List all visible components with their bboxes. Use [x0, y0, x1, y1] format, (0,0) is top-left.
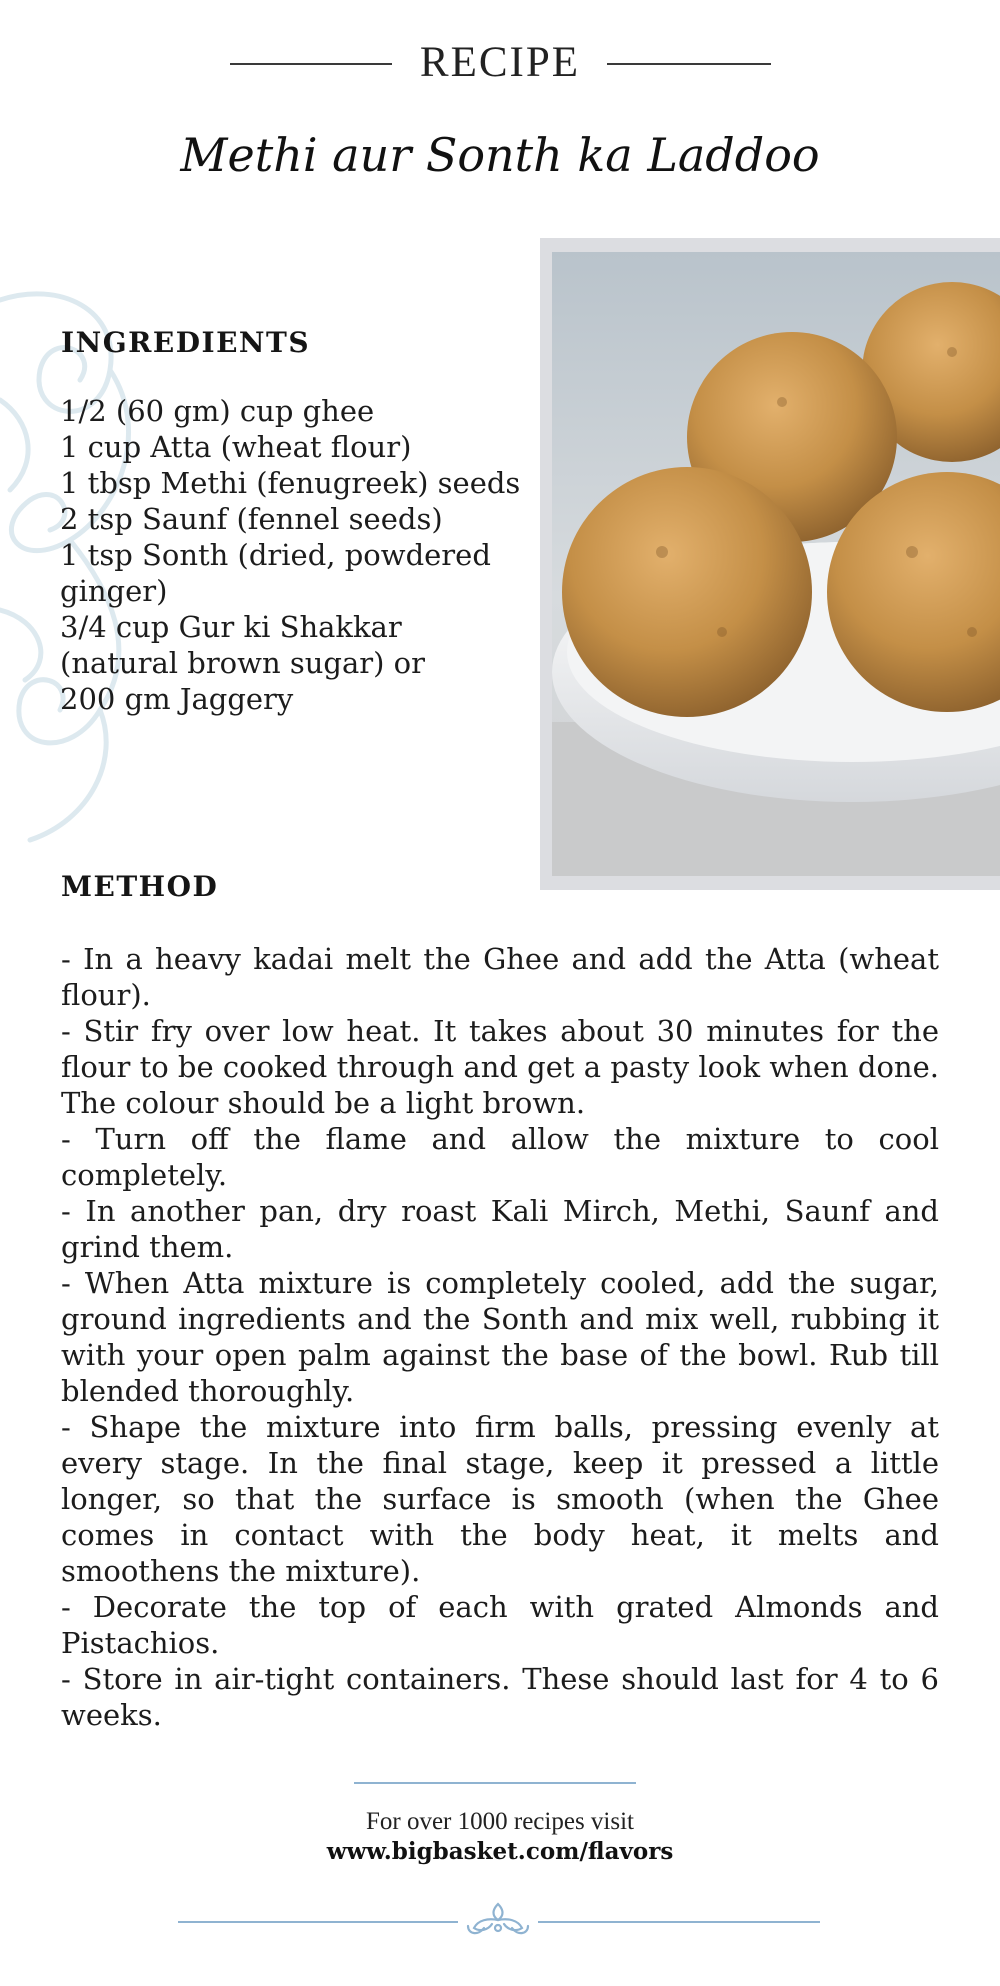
- ingredient-item: 3/4 cup Gur ki Shakkar (natural brown sugar) or 200 gm Jaggery: [60, 610, 425, 716]
- ingredient-list: [60, 393, 540, 717]
- method-step: - Shape the mixture into firm balls, pressing evenly at every stage. In the final stage, keep it pressed a little longer, so that the surface is smooth (when the Ghee comes in contact with the body heat, it melts and smoothens the mixture).: [61, 1410, 939, 1588]
- method-step: - Store in air-tight containers. These should last for 4 to 6 weeks.: [61, 1662, 939, 1732]
- footer-url-link[interactable]: www.bigbasket.com/flavors: [326, 1838, 674, 1865]
- ornament-icon: [464, 1898, 532, 1938]
- method-step: - Decorate the top of each with grated Almonds and Pistachios.: [61, 1590, 939, 1660]
- ingredient-item: 1 tbsp Methi (fenugreek) seeds: [60, 466, 521, 500]
- method-step: - Turn off the flame and allow the mixture to cool completely.: [61, 1122, 939, 1192]
- header-rule-right: [607, 63, 771, 65]
- recipe-label: RECIPE: [419, 39, 581, 86]
- ingredient-item: 1/2 (60 gm) cup ghee: [60, 394, 375, 428]
- footer-divider: [354, 1782, 636, 1784]
- recipe-title: Methi aur Sonth ka Laddoo: [180, 128, 820, 182]
- ingredient-item: 1 cup Atta (wheat flour): [60, 430, 412, 464]
- footer-visit-text: For over 1000 recipes visit: [365, 1808, 634, 1835]
- method-step: - Stir fry over low heat. It takes about 30 minutes for the flour to be cooked through and get a pasty look when done. The colour should be a light brown.: [61, 1014, 939, 1120]
- recipe-photo-frame: [540, 238, 1000, 890]
- method-list: [61, 941, 939, 1733]
- method-heading: METHOD: [61, 870, 219, 903]
- footer-rule-left: [178, 1921, 458, 1923]
- method-step: - In a heavy kadai melt the Ghee and add the Atta (wheat flour).: [61, 942, 939, 1012]
- ingredient-item: 2 tsp Saunf (fennel seeds): [60, 502, 443, 536]
- method-step: - In another pan, dry roast Kali Mirch, Methi, Saunf and grind them.: [61, 1194, 939, 1264]
- method-step: - When Atta mixture is completely cooled, add the sugar, ground ingredients and the Sonth and mix well, rubbing it with your open palm against the base of the bowl. Rub till blended thoroughly.: [61, 1266, 939, 1408]
- footer-rule-right: [538, 1921, 820, 1923]
- ingredients-heading: INGREDIENTS: [61, 326, 311, 359]
- ingredient-item: 1 tsp Sonth (dried, powdered ginger): [60, 538, 491, 608]
- laddoo-photo-icon: [552, 252, 1000, 876]
